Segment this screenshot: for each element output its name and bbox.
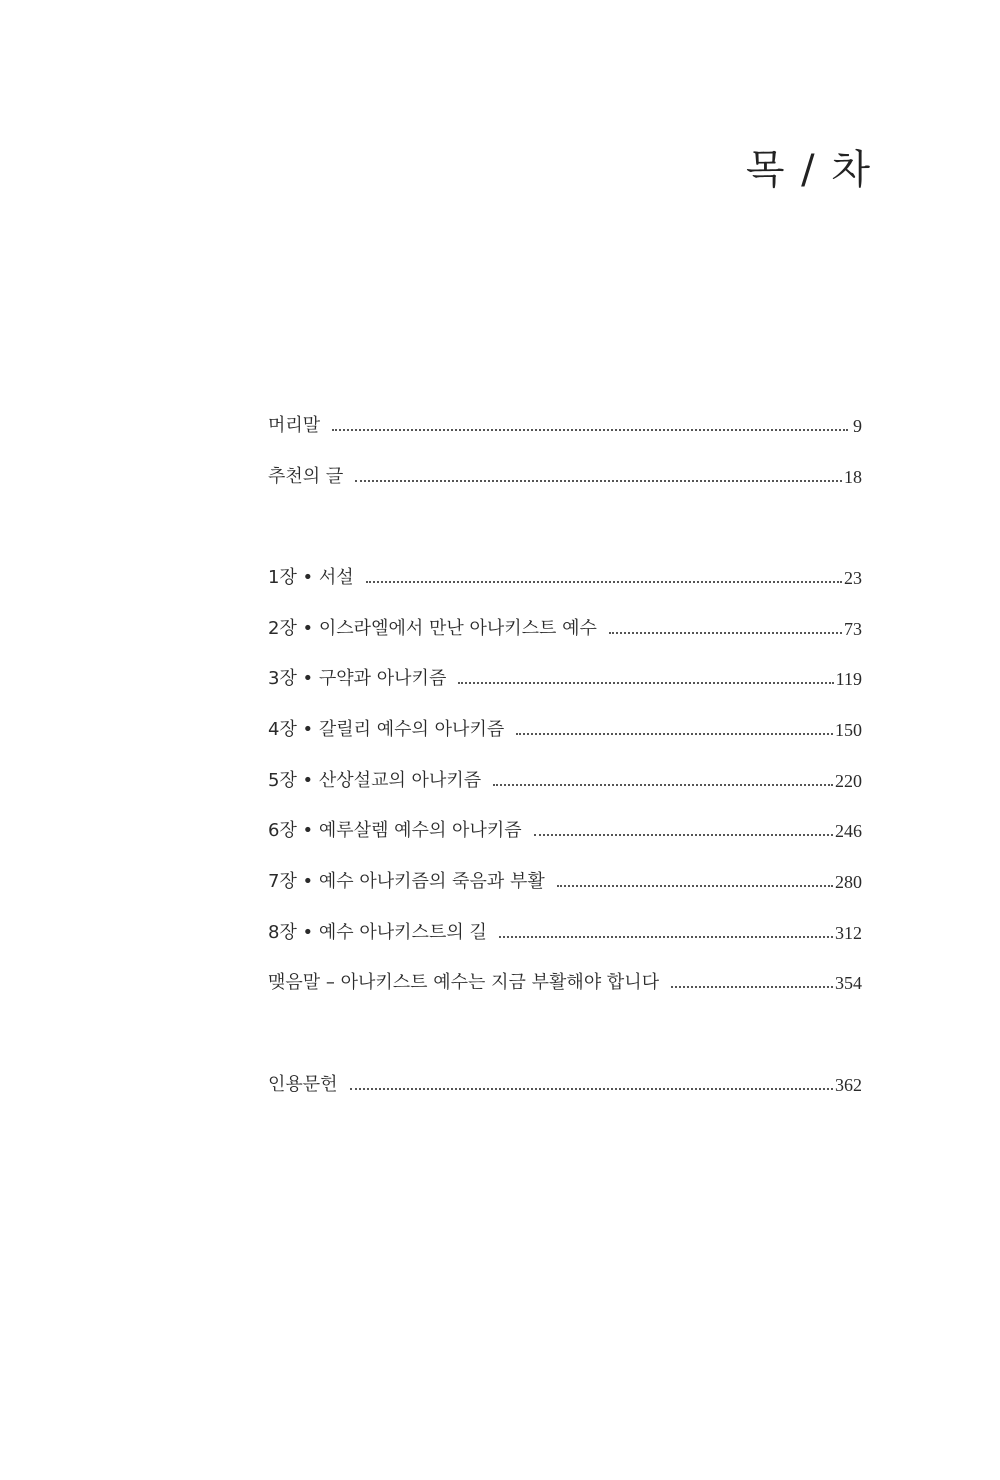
- toc-entry-page: 23: [844, 568, 862, 588]
- toc-entry-chapter-6[interactable]: [268, 817, 862, 843]
- page-title: 목 / 차: [745, 147, 872, 193]
- toc-entry-page: 354: [835, 973, 862, 993]
- toc-entry-page: 73: [844, 619, 862, 639]
- toc-entry-chapter-4[interactable]: [268, 716, 862, 742]
- toc-entry-label: 머리말: [268, 415, 321, 436]
- toc-entry-label: 1장 • 서설: [268, 567, 354, 588]
- dot-leader: [458, 682, 833, 684]
- toc-entry-label: 2장 • 이스라엘에서 만난 아나키스트 예수: [268, 618, 597, 639]
- dot-leader: [671, 986, 833, 988]
- toc-entry-page: 220: [835, 771, 862, 791]
- toc-entry-page: 280: [835, 872, 862, 892]
- toc-entry-page: 246: [835, 821, 862, 841]
- toc-entry-page: 9: [853, 416, 862, 436]
- toc-entry-page: 18: [844, 467, 862, 487]
- toc-entry-chapter-7[interactable]: [268, 868, 862, 894]
- toc-entry-label: 5장 • 산상설교의 아나키즘: [268, 770, 482, 791]
- toc-entry-chapter-5[interactable]: [268, 767, 862, 793]
- toc-entry-chapter-3[interactable]: [268, 665, 862, 691]
- toc-entry-references[interactable]: [268, 1071, 862, 1097]
- toc-entry-label: 6장 • 예루살렘 예수의 아나키즘: [268, 820, 522, 841]
- toc-entry-page: 119: [835, 669, 862, 689]
- toc-entry-label: 3장 • 구약과 아나키즘: [268, 668, 447, 689]
- toc-entry-label: 추천의 글: [268, 466, 344, 487]
- dot-leader: [516, 733, 833, 735]
- toc-entry-epilogue[interactable]: [268, 969, 862, 995]
- dot-leader: [366, 581, 842, 583]
- dot-leader: [499, 936, 833, 938]
- dot-leader: [609, 632, 842, 634]
- toc-entry-chapter-2[interactable]: [268, 615, 862, 641]
- toc-entry-label: 7장 • 예수 아나키즘의 죽음과 부활: [268, 871, 545, 892]
- dot-leader: [493, 784, 833, 786]
- toc-entry-label: 인용문헌: [268, 1074, 338, 1095]
- toc-entry-label: 4장 • 갈릴리 예수의 아나키즘: [268, 719, 505, 740]
- toc-entry-preface[interactable]: [268, 412, 862, 438]
- dot-leader: [557, 885, 833, 887]
- dot-leader: [355, 480, 842, 482]
- toc-entry-page: 362: [835, 1075, 862, 1095]
- toc-entry-page: 312: [835, 923, 862, 943]
- toc-entry-recommendation[interactable]: [268, 463, 862, 489]
- toc-entry-chapter-8[interactable]: [268, 919, 862, 945]
- toc-entry-label: 8장 • 예수 아나키스트의 길: [268, 922, 487, 943]
- toc-entry-page: 150: [835, 720, 862, 740]
- dot-leader: [350, 1088, 833, 1090]
- toc-entry-label: 맺음말 – 아나키스트 예수는 지금 부활해야 합니다: [268, 972, 660, 993]
- toc-entry-chapter-1[interactable]: [268, 564, 862, 590]
- dot-leader: [534, 834, 833, 836]
- dot-leader: [332, 429, 848, 431]
